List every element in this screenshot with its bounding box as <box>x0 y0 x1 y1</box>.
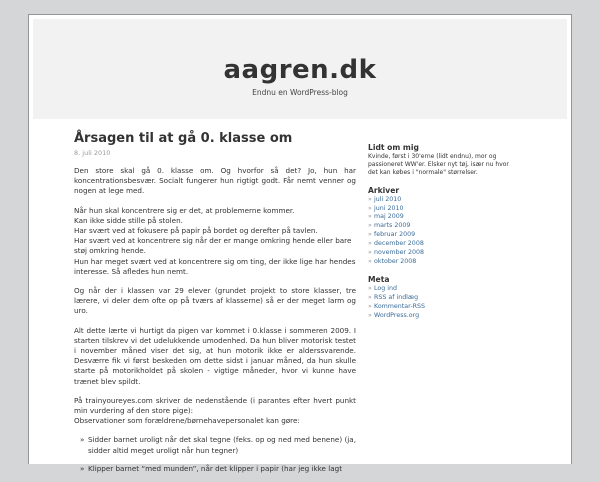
blog-header <box>33 19 567 119</box>
archive-link[interactable]: marts 2009 <box>374 222 411 230</box>
archive-link[interactable]: oktober 2008 <box>374 257 417 265</box>
wordpress-link[interactable]: WordPress.org <box>374 311 420 319</box>
post-line: Har svært ved at fokusere på papir på bordet og derefter på tavlen. <box>74 226 318 236</box>
archive-link[interactable]: november 2008 <box>374 249 425 257</box>
archive-item <box>368 240 512 249</box>
blog-title[interactable]: aagren.dk <box>223 55 377 85</box>
archive-item <box>368 258 512 267</box>
post-title[interactable]: Årsagen til at gå 0. klasse om <box>74 131 293 146</box>
post-date: 8. juli 2010 <box>74 149 111 157</box>
archive-item <box>368 213 512 222</box>
post-entry <box>74 166 356 474</box>
post-line: Hun har meget svært ved at koncentrere sig om ting, der ikke lige har hendes interesse. Så afledes hun nemt. <box>74 256 356 276</box>
meta-item <box>368 285 512 294</box>
archive-heading: Arkiver <box>368 185 400 195</box>
sidebar <box>368 143 512 328</box>
meta-item <box>368 303 512 312</box>
archive-link[interactable]: februar 2009 <box>374 231 416 239</box>
post-paragraph: Den store skal gå 0. klasse om. Og hvorfor så det? Jo, hun har koncentrationsbesvær. Socialt fungerer hun rigtigt godt. Får nemt venner og nogen at lege med. <box>74 166 356 196</box>
post-paragraph: Og når der i klassen var 29 elever (grundet projekt to store klasser, tre lærere, vi deler dem ofte op på tværs af klasserne) så er der meget larm og uro. <box>74 286 356 316</box>
post-bullet: » Klipper barnet “med munden”, når det klipper i papir (har jeg ikke lagt <box>80 464 356 474</box>
login-link[interactable]: Log ind <box>374 284 397 292</box>
rss-posts-link[interactable]: RSS af indlæg <box>374 293 419 301</box>
post-bullet-list <box>80 435 356 474</box>
post-paragraph <box>74 396 356 427</box>
archive-link[interactable]: december 2008 <box>374 240 424 248</box>
archive-item <box>368 231 512 240</box>
blog-description: Endnu en WordPress-blog <box>252 88 348 97</box>
archive-link[interactable]: juni 2010 <box>374 204 404 212</box>
archive-item <box>368 196 512 205</box>
post-line: Når hun skal koncentrere sig er det, at problemerne kommer. <box>74 205 295 215</box>
archive-link[interactable]: maj 2009 <box>374 213 404 221</box>
archive-item <box>368 249 512 258</box>
about-text: Kvinde, først i 30'erne (lidt endnu), mor og passioneret WW'er. Elsker nyt tøj, især nu hvor det kan købes i "normale" størrelser. <box>368 153 509 177</box>
archive-list <box>368 196 512 267</box>
post-content <box>74 131 356 482</box>
rss-comments-link[interactable]: Kommentar-RSS <box>374 302 425 310</box>
archive-link[interactable]: juli 2010 <box>374 195 402 203</box>
archive-item <box>368 205 512 214</box>
meta-list <box>368 285 512 321</box>
about-heading: Lidt om mig <box>368 143 419 152</box>
meta-item <box>368 294 512 303</box>
post-line: Kan ikke sidde stille på stolen. <box>74 215 183 225</box>
post-line: Observationer som forældrene/børnehavepersonalet kan gøre: <box>74 416 300 426</box>
meta-heading: Meta <box>368 274 390 284</box>
meta-item <box>368 312 512 321</box>
post-bullet: » Sidder barnet uroligt når det skal tegne (feks. op og ned med benene) (ja, sidder altid meget uroligt når hun tegner) <box>80 435 356 455</box>
post-line: På trainyoureyes.com skriver de nedenstående (i parantes efter hvert punkt min vurdering af den store pige): <box>74 395 356 416</box>
post-paragraph <box>74 206 356 277</box>
archive-item <box>368 222 512 231</box>
post-paragraph: Alt dette lærte vi hurtigt da pigen var kommet i 0.klasse i sommeren 2009. I starten tilskrev vi det udelukkende umodenhed. Da hun bliver motorisk testet i november måned viser det sig, at hun motorik ikke er alderssvarende. Desværre fik vi først beskeden om dette sidst i januar måned, da hun skulle starte på motorikholdet på skolen - vigtige måneder, hvor vi kunne have trænet blev spildt. <box>74 325 356 386</box>
post-line: Har svært ved at koncentrere sig når der er mange omkring hende eller bare støj omkring hende. <box>74 236 352 256</box>
